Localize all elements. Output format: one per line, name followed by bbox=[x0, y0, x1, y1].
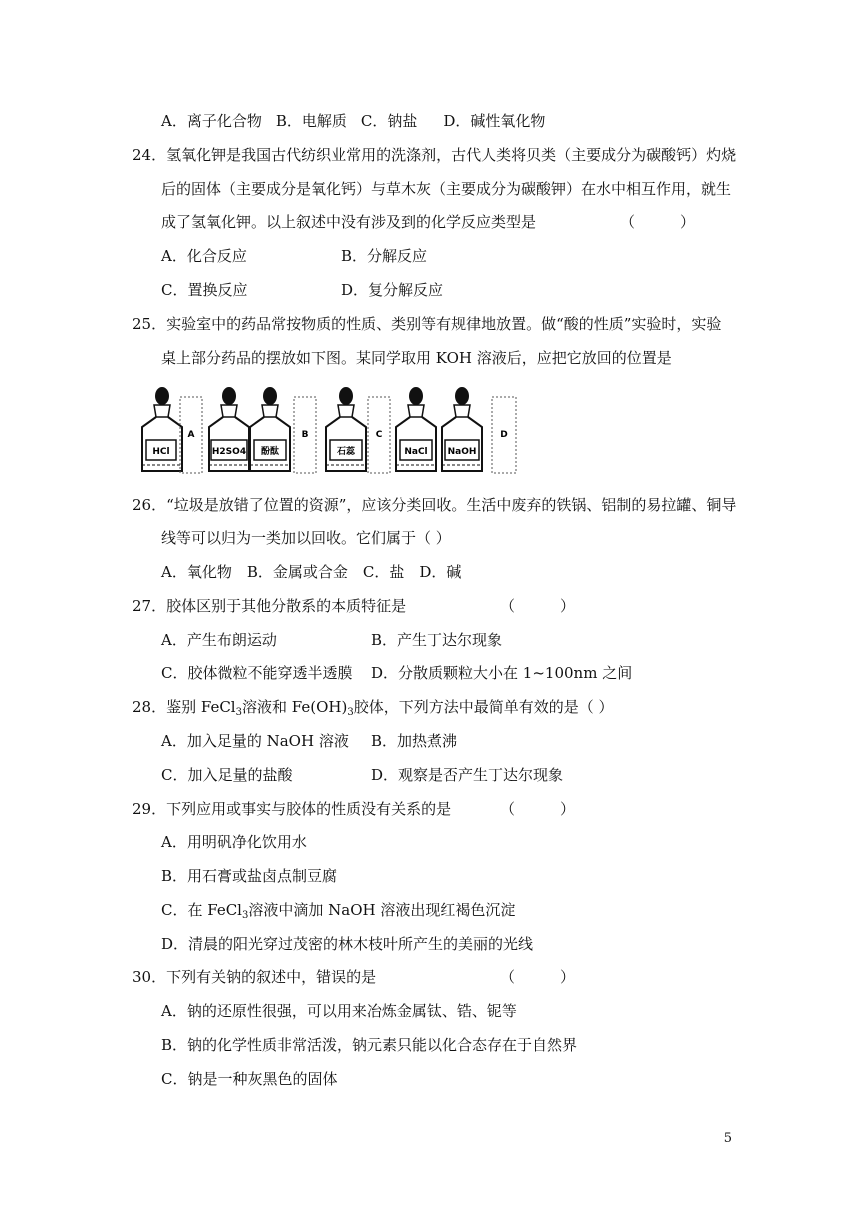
q27-option-b: B．产生丁达尔现象 bbox=[371, 631, 503, 649]
q29-sub: 3 bbox=[241, 910, 249, 921]
bottle-nacl bbox=[396, 387, 436, 471]
slot-c-label: C bbox=[375, 430, 383, 440]
slot-d-label: D bbox=[500, 430, 508, 440]
bottle-naoh-label: NaOH bbox=[447, 447, 477, 457]
q24-option-d: D．复分解反应 bbox=[341, 281, 444, 299]
q24-option-c: C．置换反应 bbox=[161, 281, 248, 299]
q24-answer-paren: （ ） bbox=[620, 213, 696, 231]
q28-option-b: B．加热煮沸 bbox=[371, 732, 458, 750]
q23-options bbox=[161, 111, 545, 131]
q29-answer-paren: （ ） bbox=[500, 800, 576, 818]
bottle-phenolphthalein-label: 酚酞 bbox=[260, 447, 280, 457]
bottle-naoh bbox=[442, 387, 482, 471]
q30-stem: 30．下列有关钠的叙述中，错误的是 bbox=[132, 968, 377, 986]
q23-option-a: A．离子化合物 bbox=[161, 112, 262, 130]
bottle-phenolphthalein bbox=[250, 387, 290, 471]
reagent-shelf-figure bbox=[134, 385, 534, 477]
q24-option-b: B．分解反应 bbox=[341, 247, 428, 265]
bottle-nacl-label: NaCl bbox=[404, 447, 428, 457]
q26-options: A．氧化物 B．金属或合金 C．盐 D．碱 bbox=[161, 563, 462, 581]
bottle-h2so4-label: H2SO4 bbox=[211, 447, 247, 457]
q27-option-a: A．产生布朗运动 bbox=[161, 631, 277, 649]
q27-stem: 27．胶体区别于其他分散系的本质特征是 bbox=[132, 597, 407, 615]
q26-stem-line2: 线等可以归为一类加以回收。它们属于（ ） bbox=[161, 529, 451, 547]
q26-stem-line1: 26．“垃圾是放错了位置的资源”，应该分类回收。生活中废弃的铁锅、铝制的易拉罐、铜导 bbox=[132, 496, 737, 514]
q24-stem-line2: 后的固体（主要成分是氧化钙）与草木灰（主要成分为碳酸钾）在水中相互作用，就生 bbox=[161, 180, 732, 198]
q23-option-c: C．钠盐 bbox=[360, 112, 418, 130]
q30-option-b: B．钠的化学性质非常活泼，钠元素只能以化合态存在于自然界 bbox=[161, 1036, 578, 1054]
q28-option-a: A．加入足量的 NaOH 溶液 bbox=[161, 732, 349, 750]
q28-stem-part2: 溶液和 Fe(OH) bbox=[241, 698, 348, 716]
q30-option-c: C．钠是一种灰黑色的固体 bbox=[161, 1070, 338, 1088]
q23-option-d: D．碱性氧化物 bbox=[443, 112, 546, 130]
q24-stem-line3: 成了氢氧化钾。以上叙述中没有涉及到的化学反应类型是 bbox=[161, 213, 537, 231]
q29-option-c-part2: 溶液中滴加 NaOH 溶液出现红褐色沉淀 bbox=[248, 901, 516, 919]
q27-answer-paren: （ ） bbox=[500, 597, 576, 615]
q29-option-c bbox=[161, 900, 515, 920]
bottle-hcl bbox=[142, 387, 182, 471]
q24-stem-line1: 24．氢氧化钾是我国古代纺织业常用的洗涤剂，古代人类将贝类（主要成分为碳酸钙）灼烧 bbox=[132, 146, 737, 164]
bottle-litmus-label: 石蕊 bbox=[336, 447, 356, 457]
q25-stem-line2: 桌上部分药品的摆放如下图。某同学取用 KOH 溶液后，应把它放回的位置是 bbox=[161, 349, 672, 367]
bottle-h2so4 bbox=[209, 387, 249, 471]
q28-stem-part1: 28．鉴别 FeCl bbox=[132, 698, 236, 716]
q28-option-c: C．加入足量的盐酸 bbox=[161, 766, 293, 784]
q28-stem-part3: 胶体，下列方法中最简单有效的是（ ） bbox=[353, 698, 614, 716]
q29-option-b: B．用石膏或盐卤点制豆腐 bbox=[161, 867, 338, 885]
q29-option-d: D．清晨的阳光穿过茂密的林木枝叶所产生的美丽的光线 bbox=[161, 935, 534, 953]
q30-answer-paren: （ ） bbox=[500, 968, 576, 986]
q27-option-d: D．分散质颗粒大小在 1~100nm 之间 bbox=[371, 664, 633, 682]
q24-option-a: A．化合反应 bbox=[161, 247, 247, 265]
q29-stem: 29．下列应用或事实与胶体的性质没有关系的是 bbox=[132, 800, 452, 818]
q28-option-d: D．观察是否产生丁达尔现象 bbox=[371, 766, 564, 784]
q29-option-a: A．用明矾净化饮用水 bbox=[161, 833, 307, 851]
q28-sub-1: 3 bbox=[235, 707, 242, 718]
bottle-hcl-label: HCl bbox=[152, 447, 170, 457]
q27-option-c: C．胶体微粒不能穿透半透膜 bbox=[161, 664, 353, 682]
q25-stem-line1: 25．实验室中的药品常按物质的性质、类别等有规律地放置。做“酸的性质”实验时，实验 bbox=[132, 315, 722, 333]
q29-option-c-part1: C．在 FeCl bbox=[161, 901, 242, 919]
q30-option-a: A．钠的还原性很强，可以用来冶炼金属钛、锆、铌等 bbox=[161, 1002, 517, 1020]
page-number: 5 bbox=[723, 1131, 732, 1146]
q28-sub-2: 3 bbox=[347, 707, 354, 718]
q28-stem bbox=[132, 697, 613, 717]
bottle-litmus bbox=[326, 387, 366, 471]
slot-b-label: B bbox=[301, 430, 309, 440]
q23-option-b: B．电解质 bbox=[275, 112, 347, 130]
slot-a-label: A bbox=[187, 430, 195, 440]
